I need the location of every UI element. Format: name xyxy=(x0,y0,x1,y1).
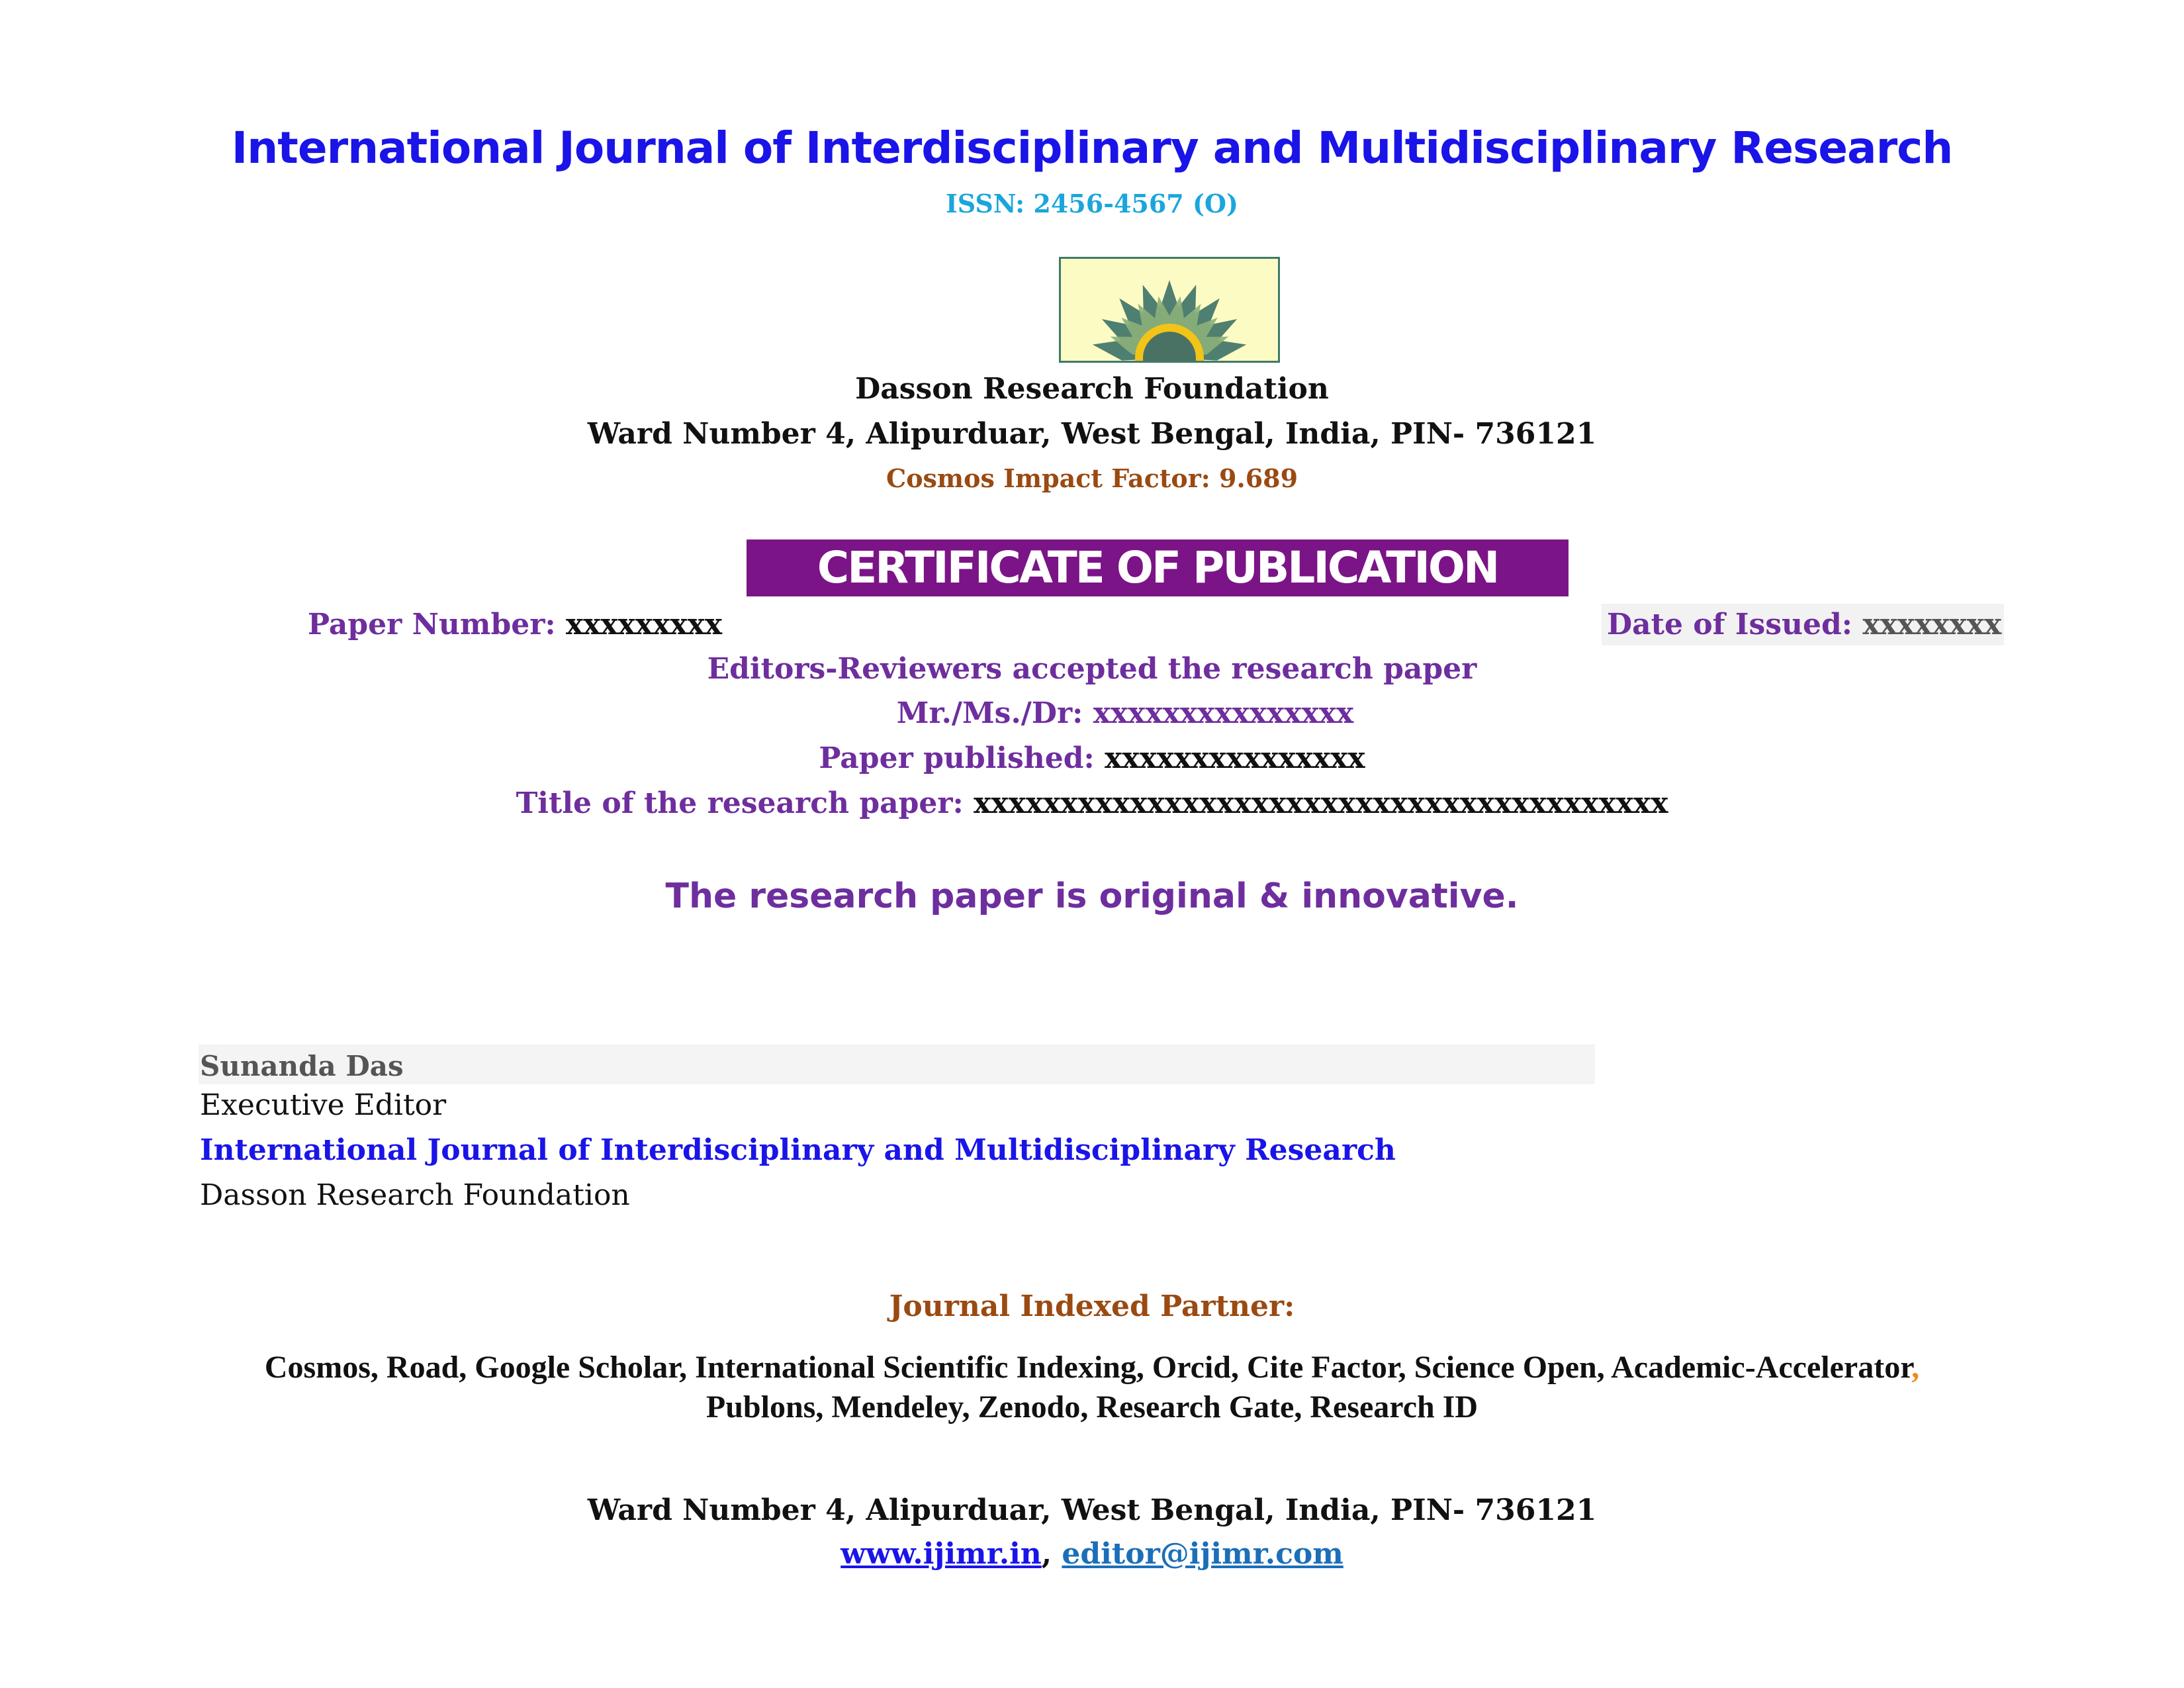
journal-logo xyxy=(1059,257,1280,363)
date-issued-label: Date of Issued: xyxy=(1607,608,1853,641)
partners-heading: Journal Indexed Partner: xyxy=(889,1289,1295,1323)
originality-statement: The research paper is original & innovative. xyxy=(665,876,1519,916)
paper-title-value: xxxxxxxxxxxxxxxxxxxxxxxxxxxxxxxxxxxxxxxx xyxy=(974,786,1668,820)
partners-line-1 xyxy=(0,1349,2184,1385)
paper-number xyxy=(308,608,722,641)
recipient-name-label: Mr./Ms./Dr: xyxy=(896,696,1083,730)
partners-line-2: Publons, Mendeley, Zenodo, Research Gate, Research ID xyxy=(705,1389,1479,1425)
partners-list-1: Cosmos, Road, Google Scholar, International Scientific Indexing, Orcid, Cite Factor, Science Open, Academic-Accelerator xyxy=(264,1350,1912,1385)
date-issued-value: xxxxxxxx xyxy=(1862,608,2002,641)
paper-published-value: xxxxxxxxxxxxxxx xyxy=(1105,741,1365,775)
links-separator: , xyxy=(1041,1537,1062,1571)
date-issued xyxy=(1602,604,2004,645)
paper-published xyxy=(0,741,2184,775)
signatory-role: Executive Editor xyxy=(200,1088,447,1122)
foundation-name: Dasson Research Foundation xyxy=(855,372,1329,406)
signatory-organization: Dasson Research Foundation xyxy=(200,1178,630,1212)
footer-address: Ward Number 4, Alipurduar, West Bengal, India, PIN- 736121 xyxy=(587,1493,1597,1527)
partners-comma: , xyxy=(1911,1350,1920,1385)
paper-number-value: xxxxxxxxx xyxy=(565,608,723,641)
foundation-address: Ward Number 4, Alipurduar, West Bengal, India, PIN- 736121 xyxy=(587,417,1597,451)
email-link[interactable]: editor@ijimr.com xyxy=(1062,1537,1343,1571)
paper-title-label: Title of the research paper: xyxy=(516,786,964,820)
impact-factor: Cosmos Impact Factor: 9.689 xyxy=(886,463,1298,493)
signature-highlight xyxy=(199,1045,1595,1084)
paper-number-label: Paper Number: xyxy=(308,608,556,641)
accepted-statement: Editors-Reviewers accepted the research paper xyxy=(707,652,1477,686)
sunflower-logo-icon xyxy=(1061,259,1278,361)
recipient-name xyxy=(0,696,2184,730)
paper-published-label: Paper published: xyxy=(819,741,1095,775)
journal-title: International Journal of Interdisciplinary and Multidisciplinary Research xyxy=(231,122,1953,173)
paper-title xyxy=(0,786,2184,820)
website-link[interactable]: www.ijimr.in xyxy=(841,1537,1042,1571)
certificate-banner: CERTIFICATE OF PUBLICATION xyxy=(747,539,1569,596)
signatory-journal: International Journal of Interdisciplinary and Multidisciplinary Research xyxy=(200,1133,1396,1167)
footer-links xyxy=(0,1537,2184,1571)
recipient-name-value: xxxxxxxxxxxxxxx xyxy=(1093,696,1354,730)
issn: ISSN: 2456-4567 (O) xyxy=(945,189,1239,218)
signatory-name: Sunanda Das xyxy=(200,1050,404,1082)
